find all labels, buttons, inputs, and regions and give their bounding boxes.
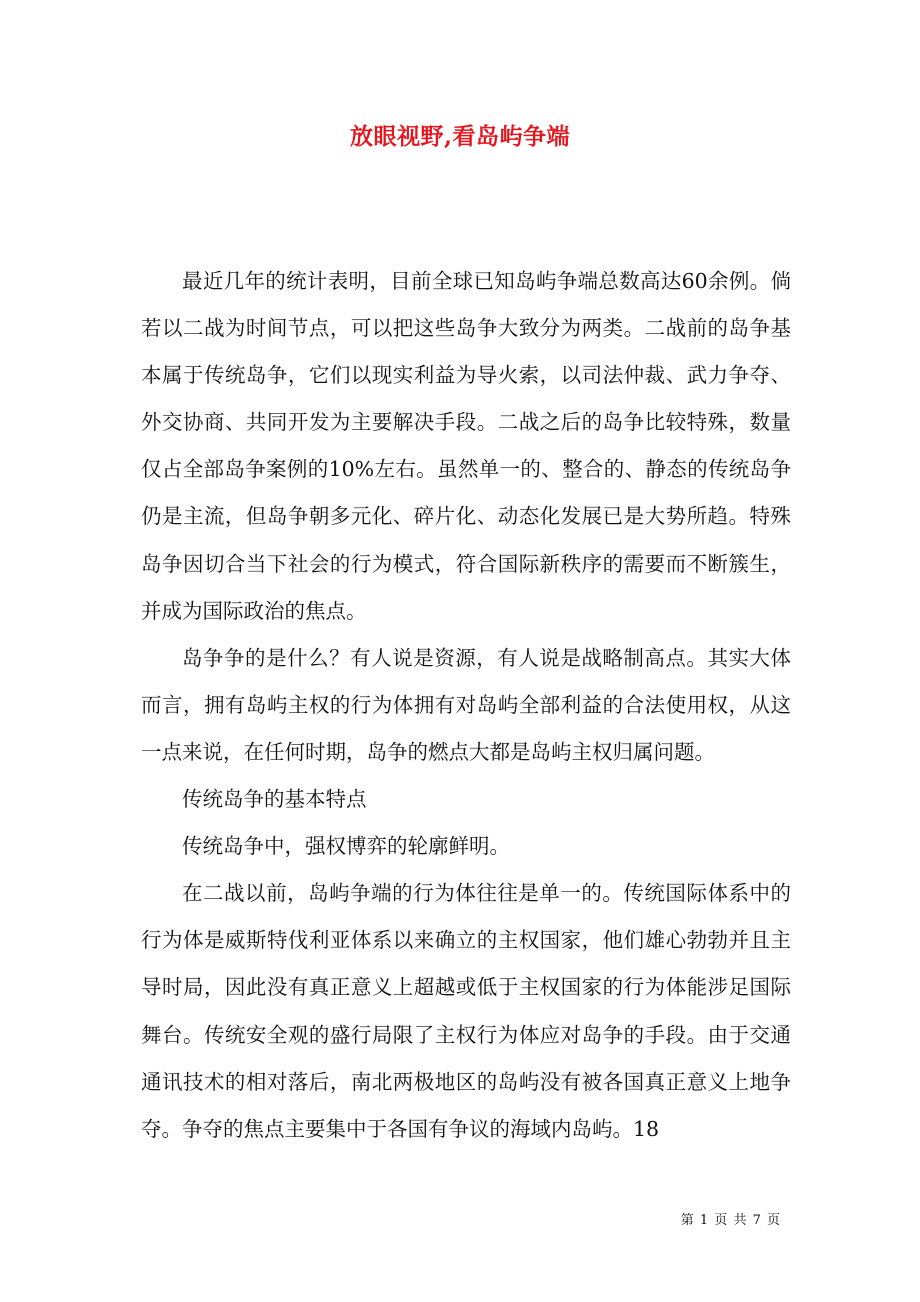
section-heading: 传统岛争的基本特点 [182,787,367,812]
page-number-footer: 第 1 页 共 7 页 [680,1213,780,1228]
paragraph: 传统岛争中，强权博弈的轮廓鲜明。 [182,834,510,859]
paragraph: 在二战以前，岛屿争端的行为体往往是单一的。传统国际体系中的行为体是威斯特伐利亚体系以来确立的主权国家，他们雄心勃勃并且主导时局，因此没有真正意义上超越或低于主权国家的行为体能涉足国际舞台。传统安全观的盛行局限了主权行为体应对岛争的手段。由于交通通讯技术的相对落后，南北两极地区的岛屿没有被各国真正意义上地争夺。争夺的焦点主要集中于各国有争议的海域内岛屿。18 [141,881,791,1141]
paragraph: 岛争争的是什么？有人说是资源，有人说是战略制高点。其实大体而言，拥有岛屿主权的行为体拥有对岛屿全部利益的合法使用权，从这一点来说，在任何时期，岛争的燃点大都是岛屿主权归属问题。 [141,645,791,764]
document-title: 放眼视野,看岛屿争端 [349,123,570,150]
document-body [141,258,791,1153]
paragraph: 最近几年的统计表明，目前全球已知岛屿争端总数高达60余例。倘若以二战为时间节点，可以把这些岛争大致分为两类。二战前的岛争基本属于传统岛争，它们以现实利益为导火索，以司法仲裁、武力争夺、外交协商、共同开发为主要解决手段。二战之后的岛争比较特殊，数量仅占全部岛争案例的10%左右。虽然单一的、整合的、静态的传统岛争仍是主流，但岛争朝多元化、碎片化、动态化发展已是大势所趋。特殊岛争因切合当下社会的行为模式，符合国际新秩序的需要而不断簇生，并成为国际政治的焦点。 [141,269,791,623]
